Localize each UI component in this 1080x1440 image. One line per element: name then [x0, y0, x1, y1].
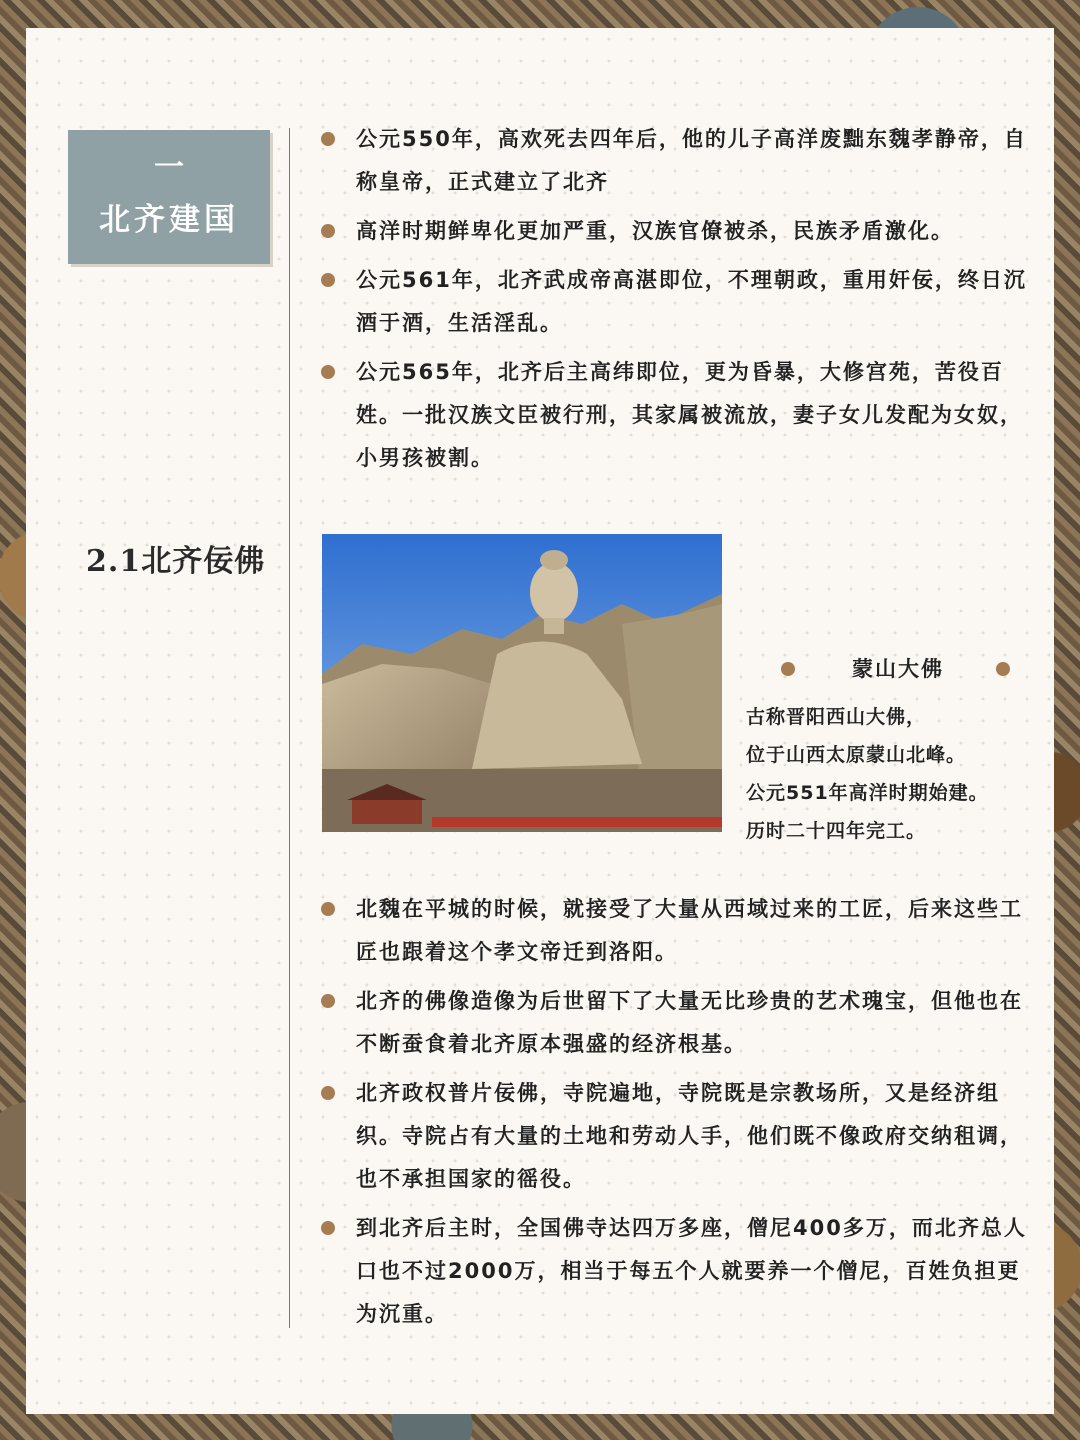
list-item-text: 公元565年，北齐后主高纬即位，更为昏暴，大修宫苑，苦役百姓。一批汉族文臣被行刑，其家属被流放，妻子女儿发配为女奴，小男孩被割。 — [356, 360, 1023, 470]
list-item — [320, 118, 1030, 204]
caption-line: 公元551年高洋时期始建。 — [746, 782, 989, 804]
list-item — [320, 1207, 1030, 1336]
list-item — [320, 888, 1030, 974]
caption-line: 历时二十四年完工。 — [746, 820, 927, 842]
bullet-dot-icon — [321, 132, 335, 146]
list-item-text: 高洋时期鲜卑化更加严重，汉族官僚被杀，民族矛盾激化。 — [356, 219, 954, 243]
list-item-text: 公元561年，北齐武成帝高湛即位，不理朝政，重用奸佞，终日沉酒于酒，生活淫乱。 — [356, 268, 1027, 335]
caption-text — [746, 698, 1046, 850]
bullet-dot-icon — [321, 1086, 335, 1100]
bullet-dot-icon — [321, 365, 335, 379]
section-title: 北齐建国 — [99, 202, 239, 238]
bullet-dot-icon — [321, 994, 335, 1008]
bullet-dot-icon — [321, 902, 335, 916]
bullet-dot-icon — [321, 1221, 335, 1235]
bullet-dot-icon — [321, 273, 335, 287]
list-item-text: 北齐的佛像造像为后世留下了大量无比珍贵的艺术瑰宝，但他也在不断蚕食着北齐原本强盛的经济根基。 — [356, 989, 1023, 1056]
buddha-illustration — [322, 534, 722, 832]
list-item — [320, 351, 1030, 480]
mengshan-buddha-photo — [322, 534, 722, 832]
list-item-text: 公元550年，高欢死去四年后，他的儿子高洋废黜东魏孝静帝，自称皇帝，正式建立了北齐 — [356, 127, 1027, 194]
list-item-text: 北齐政权普片佞佛，寺院遍地，寺院既是宗教场所，又是经济组织。寺院占有大量的土地和劳动人手，他们既不像政府交纳租调，也不承担国家的徭役。 — [356, 1081, 1023, 1191]
list-item — [320, 210, 1030, 253]
list-item — [320, 1072, 1030, 1201]
caption-dot-right-icon — [996, 662, 1010, 676]
bullet-dot-icon — [321, 224, 335, 238]
intro-list — [320, 118, 1030, 486]
list-item-text: 北魏在平城的时候，就接受了大量从西域过来的工匠，后来这些工匠也跟着这个孝文帝迁到洛阳。 — [356, 897, 1023, 964]
caption-header — [780, 652, 1016, 686]
list-item — [320, 259, 1030, 345]
subheading: 2.1北齐佞佛 — [86, 544, 266, 579]
caption-title: 蒙山大佛 — [852, 657, 944, 681]
vertical-divider — [289, 128, 290, 1328]
list-item-text: 到北齐后主时，全国佛寺达四万多座，僧尼400多万，而北齐总人口也不过2000万，相当于每五个人就要养一个僧尼，百姓负担更为沉重。 — [356, 1216, 1027, 1326]
buddhism-list — [320, 888, 1030, 1342]
section-number: 一 — [154, 150, 184, 185]
list-item — [320, 980, 1030, 1066]
caption-line: 古称晋阳西山大佛， — [746, 706, 927, 728]
caption-line: 位于山西太原蒙山北峰。 — [746, 744, 967, 766]
